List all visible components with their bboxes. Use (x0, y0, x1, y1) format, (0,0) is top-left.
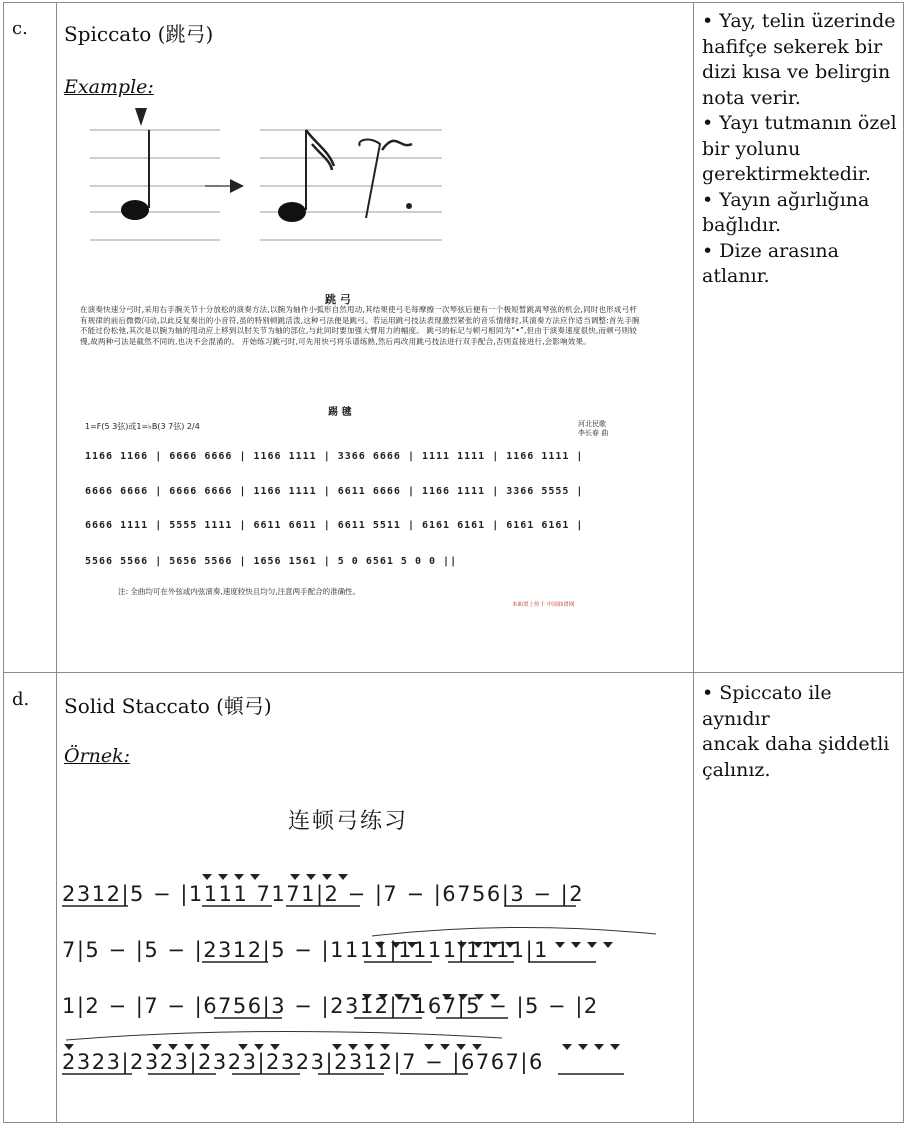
note-line: dizi kısa ve belirgin (702, 61, 891, 83)
example-label: Example: (64, 76, 154, 98)
arranger-line: 李长春 曲 (578, 429, 609, 437)
note-line: atlanır. (702, 265, 770, 287)
row-label-c: c. (12, 18, 28, 39)
note-line: hafifçe sekerek bir (702, 35, 883, 58)
score-line: 2323|2323|2323|2323|2312|7 − |6767|6 (62, 1050, 544, 1074)
label-column-divider (56, 2, 57, 1123)
source-credit: 本曲谱上传于 中国曲谱网 (512, 602, 575, 608)
notes-column-divider (693, 2, 694, 1123)
staccato-dot (406, 203, 412, 209)
row-title-solid-staccato: Solid Staccato (頓弓) (64, 694, 272, 718)
transition-arrow-head (230, 179, 244, 193)
note-line: • Spiccato ile aynıdır (702, 682, 832, 730)
key-signature-line: 1=F(5 3弦)或1=♭B(3 7弦) 2/4 (85, 422, 200, 431)
table-top-border (3, 2, 904, 3)
spiccato-notes (702, 9, 898, 290)
note-line: • Yayı tutmanın özel (702, 112, 897, 134)
row-label-d: d. (12, 689, 30, 710)
spiccato-description-paragraph: 在演奏快速分弓时,采用右手腕关节十分放松的演奏方法,以腕为轴作小弧形自然甩动,其结果使弓毛每摩擦一次琴弦后便有一个极短暂跳离琴弦的机会,同时也形成弓杆有规律的前后微微闪动,以此反复奏出的小音符,虽的特别顿跳活泼,这种弓法便是跳弓。若运用跳弓技法表现激烈紧张的音乐情绪时,其演奏方法应作适当调整:首先手腕不能过份松弛,其次是以腕为轴的甩动应上移到以肘关节为轴的部位,与此同时要加强大臂用力的幅度。 跳弓的标记与顿弓相同为“•”,但由于演奏速度很快,而顿弓则较慢,故两种弓法是截然不同的,也决不会混淆的。 开始练习跳弓时,可先用快弓将乐谱练熟,然后再改用跳弓技法进行双手配合,否则直接进行,会影响效果。 (80, 305, 640, 346)
score-line: 7|5 − |5 − |2312|5 − |1111|1111|1111|1 (62, 938, 550, 962)
rest-curl (382, 141, 412, 150)
jianpu-row: 1166 1166 | 6666 6666 | 1166 1111 | 3366 6666 | 1111 1111 | 1166 1111 | (85, 451, 584, 462)
jianpu-row: 6666 6666 | 6666 6666 | 1166 1111 | 6611 6666 | 1166 1111 | 3366 5555 | (85, 486, 584, 497)
table-bottom-border (3, 1122, 904, 1123)
note-line: bağlıdır. (702, 214, 782, 236)
sixteenth-flags (306, 130, 334, 170)
eighth-note-head (278, 202, 306, 222)
origin-line: 河北民歌 (578, 420, 606, 428)
note-line: bir yolunu (702, 137, 801, 160)
note-line: nota verir. (702, 86, 801, 109)
spiccato-wedge-mark (135, 108, 147, 126)
staff-lines (90, 130, 442, 240)
quarter-note-head (121, 200, 149, 220)
score-underlines (62, 900, 656, 1080)
row-divider (3, 672, 904, 673)
note-line: • Yay, telin üzerinde (702, 10, 896, 32)
spiccato-footnote: 注: 全曲均可在外弦或内弦演奏,速度较快且均匀,注意两手配合的准确性。 (118, 587, 361, 596)
solid-staccato-notes (702, 681, 898, 783)
piece-title: 踢 毽 (328, 407, 352, 418)
jianpu-row: 6666 1111 | 5555 1111 | 6611 6611 | 6611 5511 | 6161 6161 | 6161 6161 | (85, 520, 584, 531)
score-line: 1|2 − |7 − |6756|3 − |2312|7167|5 − |5 − |2 (62, 994, 599, 1018)
jianpu-row: 5566 5566 | 5656 5566 | 1656 1561 | 5 0 6561 5 0 0 || (85, 556, 458, 567)
note-line: gerektirmektedir. (702, 163, 871, 185)
score-line: 2312|5 − |1111 7171|2 − |7 − |6756|3 − |2 (62, 882, 585, 906)
spiccato-text-heading: 跳 弓 (325, 293, 351, 306)
row-title-spiccato: Spiccato (跳弓) (64, 22, 214, 46)
score-heading: 连顿弓练习 (288, 809, 409, 834)
table-right-border (903, 2, 904, 1123)
note-line: • Dize arasına (702, 239, 839, 262)
rest-symbol (359, 140, 380, 218)
note-line: çalınız. (702, 758, 771, 781)
example-label: Örnek: (64, 745, 131, 767)
table-left-border (3, 2, 4, 1123)
spiccato-notation-diagram (80, 100, 450, 250)
note-line: ancak daha şiddetli (702, 733, 890, 755)
note-line: • Yayın ağırlığına (702, 188, 870, 211)
